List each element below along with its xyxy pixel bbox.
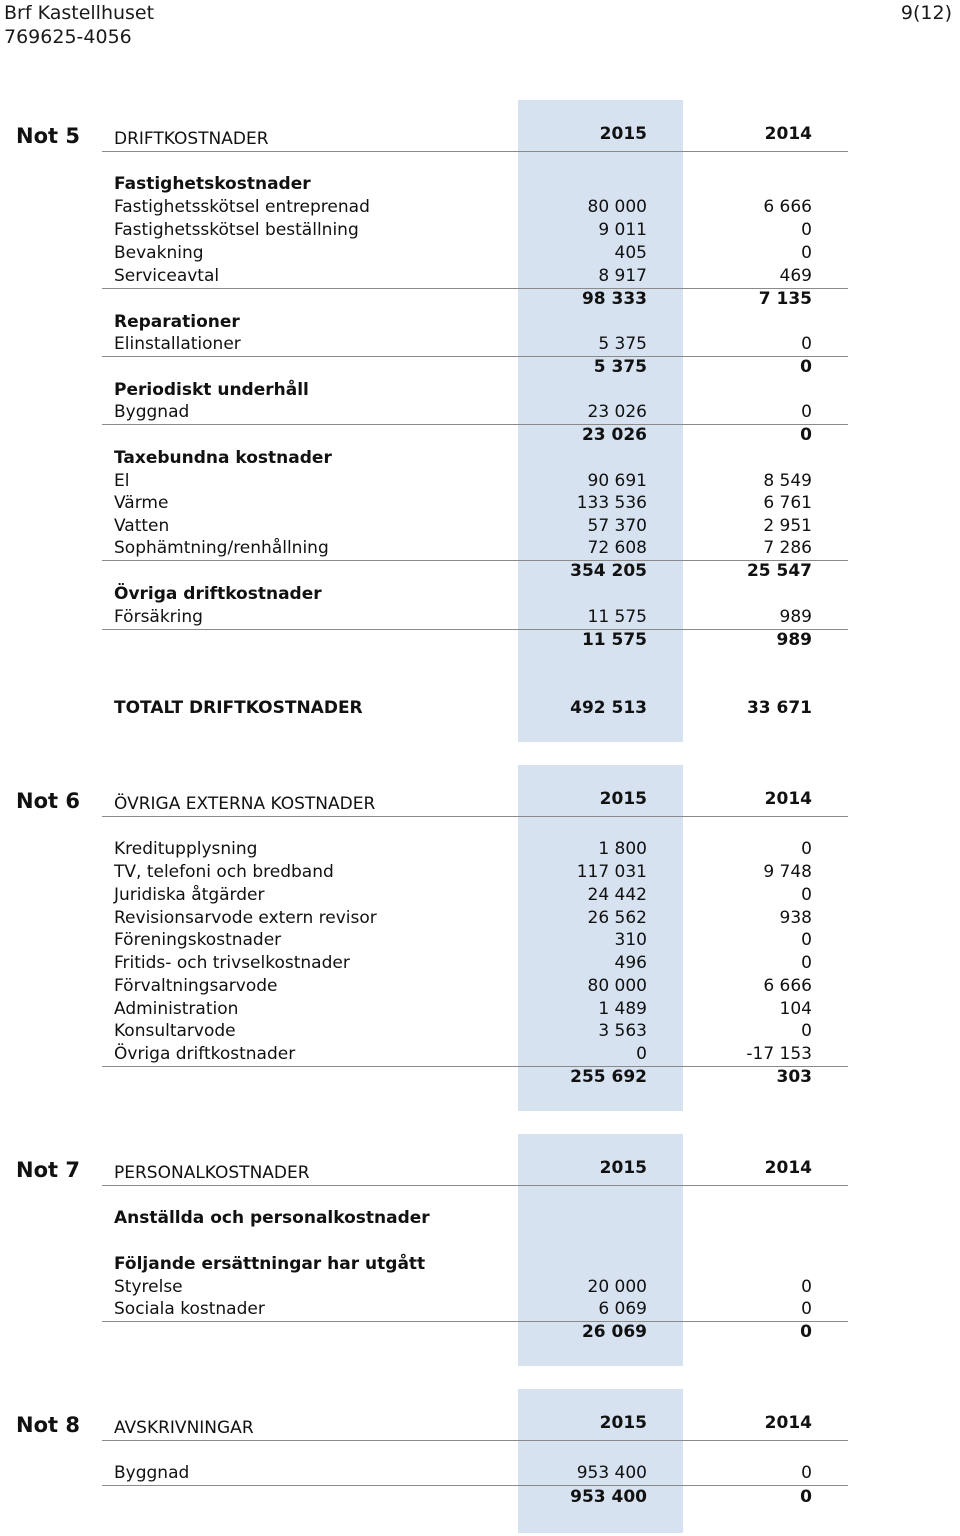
year-header-previous: 2014	[764, 124, 812, 144]
table-row	[0, 629, 960, 652]
table-row	[0, 606, 960, 629]
year-header-previous: 2014	[764, 1413, 812, 1433]
header-divider	[102, 151, 848, 152]
table-row	[0, 424, 960, 447]
value-2015: 24 442	[587, 885, 647, 905]
value-2014: 25 547	[746, 561, 812, 581]
table-row	[0, 173, 960, 196]
row-label: Övriga driftkostnader	[114, 584, 322, 604]
row-label: Kreditupplysning	[114, 839, 258, 859]
header-divider	[102, 1440, 848, 1441]
value-2014: 0	[800, 1322, 812, 1342]
value-2015: 72 608	[587, 538, 647, 558]
value-2015: 26 562	[587, 908, 647, 928]
table-row	[0, 1321, 960, 1344]
row-label: Reparationer	[114, 312, 240, 332]
note-section	[0, 100, 960, 742]
year-header-previous: 2014	[764, 789, 812, 809]
value-2015: 6 069	[598, 1299, 647, 1319]
row-label: Förvaltningsarvode	[114, 976, 278, 996]
value-2014: 0	[801, 839, 812, 859]
value-2014: 0	[801, 885, 812, 905]
value-2015: 5 375	[598, 334, 647, 354]
value-2015: 405	[614, 243, 647, 263]
note-section	[0, 1389, 960, 1533]
row-label: Elinstallationer	[114, 334, 241, 354]
value-2015: 310	[614, 930, 647, 950]
value-2014: 0	[800, 425, 812, 445]
note-number: Not 6	[16, 789, 80, 813]
value-2015: 117 031	[576, 862, 647, 882]
table-row	[0, 1043, 960, 1066]
value-2015: 23 026	[581, 425, 647, 445]
value-2014: 2 951	[763, 516, 812, 536]
note-number: Not 5	[16, 124, 80, 148]
table-row	[0, 697, 960, 720]
year-header-current: 2015	[599, 789, 647, 809]
note-title: ÖVRIGA EXTERNA KOSTNADER	[114, 794, 376, 814]
value-2015: 9 011	[598, 220, 647, 240]
value-2014: 7 135	[758, 289, 812, 309]
table-row	[0, 515, 960, 538]
value-2015: 8 917	[598, 266, 647, 286]
value-2014: 104	[779, 999, 812, 1019]
row-label: Övriga driftkostnader	[114, 1044, 296, 1064]
table-row	[0, 537, 960, 560]
value-2015: 80 000	[587, 976, 647, 996]
row-label: Konsultarvode	[114, 1021, 236, 1041]
row-label: Administration	[114, 999, 239, 1019]
row-label: Sophämtning/renhållning	[114, 538, 329, 558]
row-label: El	[114, 471, 130, 491]
value-2015: 1 800	[598, 839, 647, 859]
row-label: Periodiskt underhåll	[114, 380, 309, 400]
table-row	[0, 311, 960, 334]
table-row	[0, 242, 960, 265]
value-2014: 469	[779, 266, 812, 286]
value-2015: 20 000	[587, 1277, 647, 1297]
table-row	[0, 952, 960, 975]
table-row	[0, 1020, 960, 1043]
value-2014: 303	[776, 1067, 812, 1087]
table-row	[0, 838, 960, 861]
value-2015: 492 513	[570, 698, 647, 718]
value-2014: 0	[801, 334, 812, 354]
table-row	[0, 1066, 960, 1089]
table-row	[0, 861, 960, 884]
value-2014: 33 671	[746, 698, 812, 718]
value-2015: 11 575	[581, 630, 647, 650]
value-2015: 953 400	[570, 1487, 647, 1507]
table-row	[0, 975, 960, 998]
value-2014: 7 286	[763, 538, 812, 558]
row-label: Fastighetskostnader	[114, 174, 311, 194]
value-2014: 0	[801, 953, 812, 973]
row-label: TV, telefoni och bredband	[114, 862, 334, 882]
table-row	[0, 288, 960, 311]
row-label: Fastighetsskötsel entreprenad	[114, 197, 370, 217]
table-row	[0, 583, 960, 606]
row-label: TOTALT DRIFTKOSTNADER	[114, 698, 363, 718]
table-row	[0, 379, 960, 402]
value-2014: 0	[800, 1487, 812, 1507]
table-row	[0, 356, 960, 379]
note-section	[0, 765, 960, 1111]
value-2014: 6 666	[763, 976, 812, 996]
row-label: Serviceavtal	[114, 266, 220, 286]
value-2015: 255 692	[570, 1067, 647, 1087]
value-2015: 3 563	[598, 1021, 647, 1041]
table-row	[0, 1276, 960, 1299]
value-2014: 9 748	[763, 862, 812, 882]
value-2015: 0	[636, 1044, 647, 1064]
value-2014: 989	[776, 630, 812, 650]
value-2015: 496	[614, 953, 647, 973]
row-label: Styrelse	[114, 1277, 183, 1297]
header-divider	[102, 1185, 848, 1186]
table-row	[0, 560, 960, 583]
value-2015: 80 000	[587, 197, 647, 217]
table-row	[0, 1207, 960, 1230]
note-section	[0, 1134, 960, 1366]
value-2015: 57 370	[587, 516, 647, 536]
table-row	[0, 196, 960, 219]
row-label: Föreningskostnader	[114, 930, 282, 950]
org-number: 769625-4056	[4, 26, 132, 48]
row-label: Byggnad	[114, 402, 190, 422]
value-2014: 0	[801, 930, 812, 950]
value-2015: 90 691	[587, 471, 647, 491]
row-label: Fritids- och trivselkostnader	[114, 953, 350, 973]
value-2015: 5 375	[593, 357, 647, 377]
table-row	[0, 884, 960, 907]
row-label: Taxebundna kostnader	[114, 448, 332, 468]
value-2014: 6 666	[763, 197, 812, 217]
value-2015: 11 575	[587, 607, 647, 627]
header-divider	[102, 816, 848, 817]
note-title: AVSKRIVNINGAR	[114, 1418, 254, 1438]
note-title: DRIFTKOSTNADER	[114, 129, 269, 149]
year-header-current: 2015	[599, 124, 647, 144]
value-2014: 989	[779, 607, 812, 627]
table-row	[0, 1462, 960, 1485]
table-row	[0, 1253, 960, 1276]
value-2014: 0	[801, 1021, 812, 1041]
value-2015: 354 205	[570, 561, 647, 581]
table-row	[0, 333, 960, 356]
table-row	[0, 1298, 960, 1321]
value-2015: 23 026	[587, 402, 647, 422]
value-2014: 0	[801, 1277, 812, 1297]
year-header-previous: 2014	[764, 1158, 812, 1178]
table-row	[0, 1486, 960, 1509]
value-2014: -17 153	[746, 1044, 812, 1064]
row-label: Vatten	[114, 516, 170, 536]
value-2015: 1 489	[598, 999, 647, 1019]
row-label: Försäkring	[114, 607, 203, 627]
value-2015: 26 069	[581, 1322, 647, 1342]
value-2014: 6 761	[763, 493, 812, 513]
value-2014: 0	[801, 1299, 812, 1319]
page-number: 9(12)	[900, 2, 952, 24]
value-2014: 0	[801, 402, 812, 422]
table-row	[0, 929, 960, 952]
value-2015: 133 536	[576, 493, 647, 513]
value-2014: 8 549	[763, 471, 812, 491]
table-row	[0, 470, 960, 493]
table-row	[0, 492, 960, 515]
year-header-current: 2015	[599, 1413, 647, 1433]
note-title: PERSONALKOSTNADER	[114, 1163, 310, 1183]
row-label: Följande ersättningar har utgått	[114, 1254, 426, 1274]
row-label: Anställda och personalkostnader	[114, 1208, 430, 1228]
table-row	[0, 401, 960, 424]
value-2014: 938	[779, 908, 812, 928]
row-label: Värme	[114, 493, 169, 513]
row-label: Bevakning	[114, 243, 204, 263]
note-number: Not 7	[16, 1158, 80, 1182]
row-label: Sociala kostnader	[114, 1299, 265, 1319]
table-row	[0, 447, 960, 470]
row-label: Juridiska åtgärder	[114, 885, 265, 905]
value-2015: 98 333	[581, 289, 647, 309]
value-2014: 0	[800, 357, 812, 377]
value-2014: 0	[801, 1463, 812, 1483]
row-label: Byggnad	[114, 1463, 190, 1483]
company-name: Brf Kastellhuset	[4, 2, 155, 24]
table-row	[0, 219, 960, 242]
year-header-current: 2015	[599, 1158, 647, 1178]
row-label: Fastighetsskötsel beställning	[114, 220, 359, 240]
value-2015: 953 400	[576, 1463, 647, 1483]
table-row	[0, 998, 960, 1021]
table-row	[0, 265, 960, 288]
row-label: Revisionsarvode extern revisor	[114, 908, 377, 928]
value-2014: 0	[801, 220, 812, 240]
value-2014: 0	[801, 243, 812, 263]
table-row	[0, 907, 960, 930]
note-number: Not 8	[16, 1413, 80, 1437]
